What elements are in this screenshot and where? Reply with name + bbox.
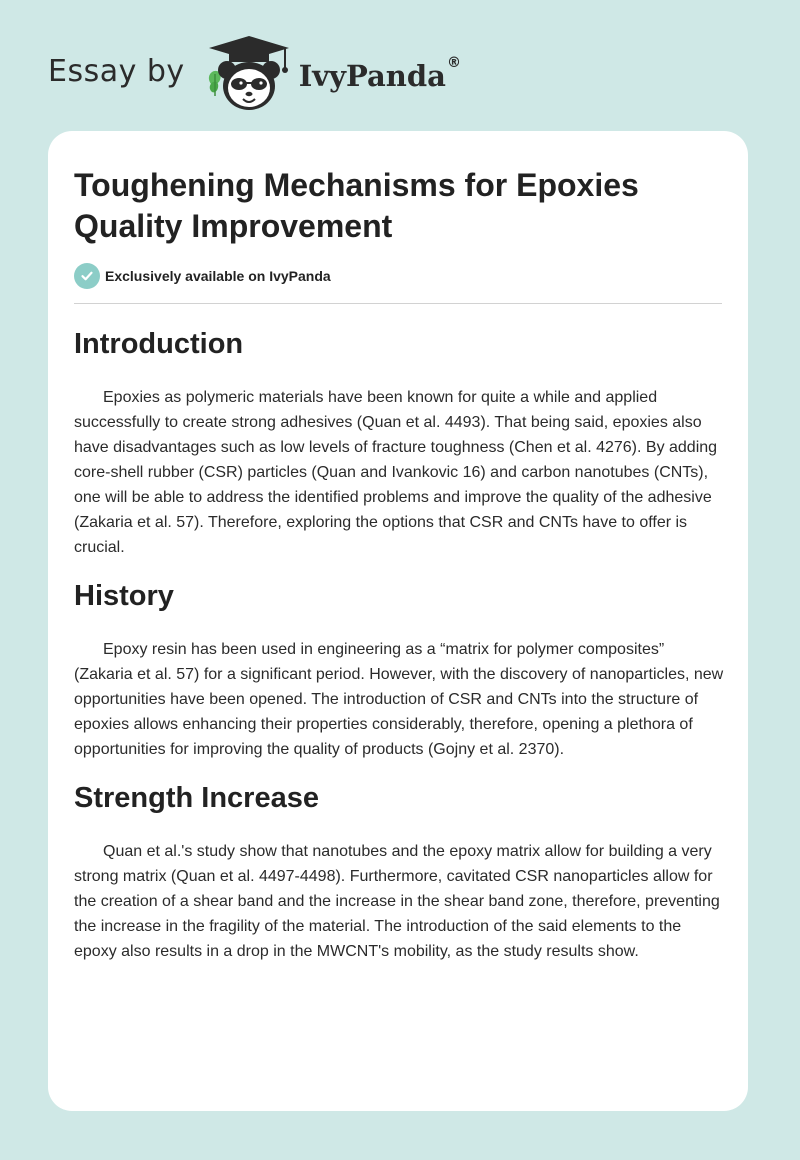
title-divider: [74, 303, 722, 304]
exclusive-badge-label: Exclusively available on IvyPanda: [105, 268, 331, 284]
exclusive-badge: [74, 263, 331, 289]
essay-card: [48, 131, 748, 1111]
section-heading-introduction: Introduction: [74, 328, 244, 360]
ivypanda-wordmark[interactable]: [298, 55, 461, 93]
essay-title: Toughening Mechanisms for Epoxies Quality Improvement: [74, 167, 639, 244]
brand-name: IvyPanda: [298, 59, 446, 93]
panda-graduate-icon[interactable]: [203, 34, 295, 114]
section-paragraph-introduction: Epoxies as polymeric materials have been known for quite a while and applied successfully to create strong adhesives (Quan et al. 4493). That being said, epoxies also have disadvantages such as low levels of fracture toughness (Chen et al. 4276). By adding core-shell rubber (CSR) particles (Quan and Ivankovic 16) and carbon nanotubes (CNTs), one will be able to address the identified problems and improve the quality of the adhesive (Zakaria et al. 57). Therefore, exploring the options that CSR and CNTs have to offer is crucial.: [74, 389, 718, 556]
section-heading-strength-increase: Strength Increase: [74, 782, 319, 814]
section-paragraph-strength-increase: Quan et al.'s study show that nanotubes and the epoxy matrix allow for building a very strong matrix (Quan et al. 4497-4498). Furthermore, cavitated CSR nanoparticles allow for the creation of a shear band and the increase in the shear band zone, therefore, preventing the increase in the fragility of the material. The introduction of the said elements to the epoxy also results in a drop in the MWCNT's mobility, as the study results show.: [74, 843, 720, 960]
check-circle-icon: [74, 263, 100, 289]
site-header: [48, 34, 461, 114]
section-paragraph-history: Epoxy resin has been used in engineering as a “matrix for polymer composites” (Zakaria et al. 57) for a significant period. However, with the discovery of nanoparticles, new opportunities have been opened. The introduction of CSR and CNTs into the structure of epoxies allows enhancing their properties considerably, therefore, opening a plethora of opportunities for improving the quality of products (Gojny et al. 2370).: [74, 641, 724, 758]
essay-by-label: Essay by: [48, 53, 185, 89]
section-heading-history: History: [74, 580, 174, 612]
registered-mark: ®: [446, 55, 461, 71]
